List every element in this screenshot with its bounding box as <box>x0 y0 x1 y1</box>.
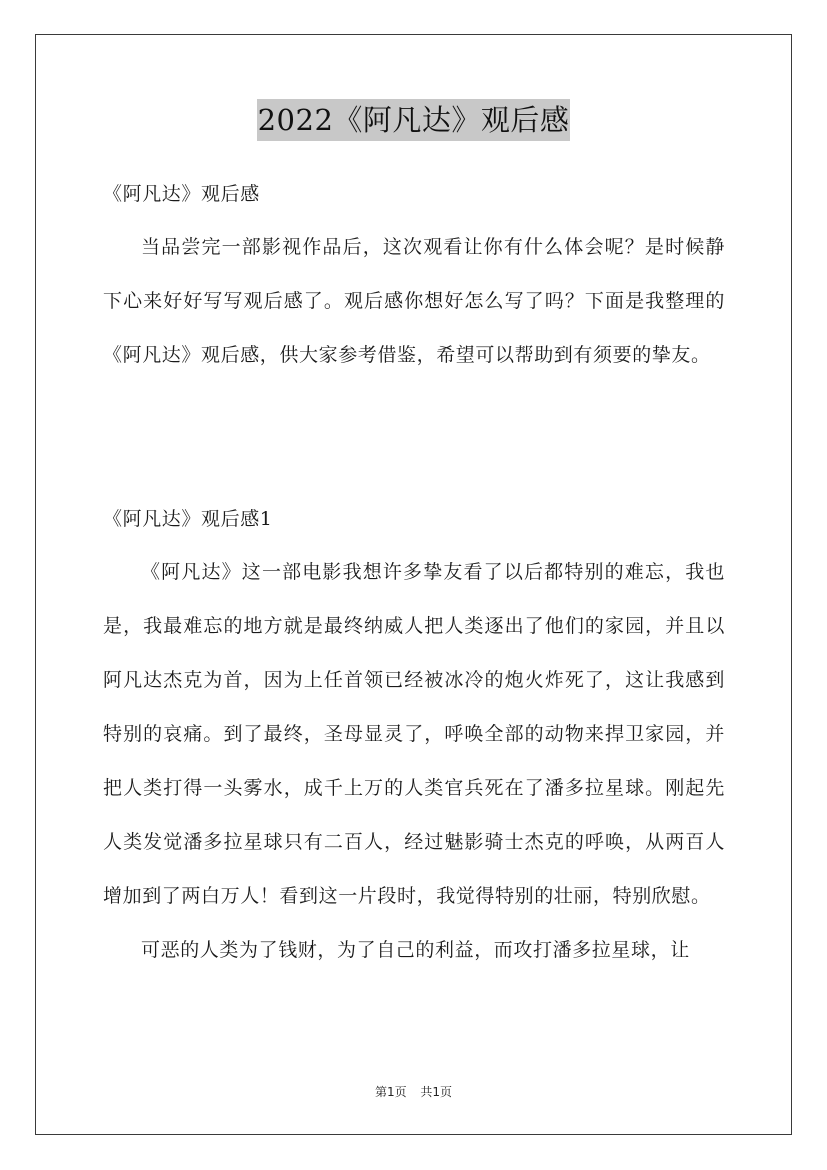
section-paragraph-2: 可恶的人类为了钱财，为了自己的利益，而攻打潘多拉星球，让 <box>141 939 690 961</box>
page-number-current: 第1页 <box>374 1085 407 1099</box>
document-title: 2022《阿凡达》观后感 <box>257 99 571 141</box>
section-heading: 《阿凡达》观后感1 <box>103 508 273 530</box>
intro-paragraph-text: 当品尝完一部影视作品后，这次观看让你有什么体会呢？是时候静下心来好好写写观后感了。观后感你想好怎么写了吗？下面是我整理的《阿凡达》观后感，供大家参考借鉴，希望可以帮助到有须要的挚友。 <box>103 236 725 366</box>
intro-heading: 《阿凡达》观后感 <box>103 183 260 205</box>
section-paragraph-1: 《阿凡达》这一部电影我想许多挚友看了以后都特别的难忘，我也是，我最难忘的地方就是最终纳威人把人类逐出了他们的家园，并且以阿凡达杰克为首，因为上任首领已经被冰冷的炮火炸死了，这让我感到特别的哀痛。到了最终，圣母显灵了，呼唤全部的动物来捍卫家园，并把人类打得一头雾水，成千上万的人类官兵死在了潘多拉星球。刚起先人类发觉潘多拉星球只有二百人，经过魅影骑士杰克的呼唤，从两百人增加到了两白万人！看到这一片段时，我觉得特别的壮丽，特别欣慰。 <box>103 561 725 907</box>
title-container <box>0 99 827 141</box>
page-footer <box>0 1083 827 1100</box>
section-body <box>103 545 725 977</box>
intro-paragraph <box>103 220 725 382</box>
page-number-total: 共1页 <box>420 1085 453 1099</box>
